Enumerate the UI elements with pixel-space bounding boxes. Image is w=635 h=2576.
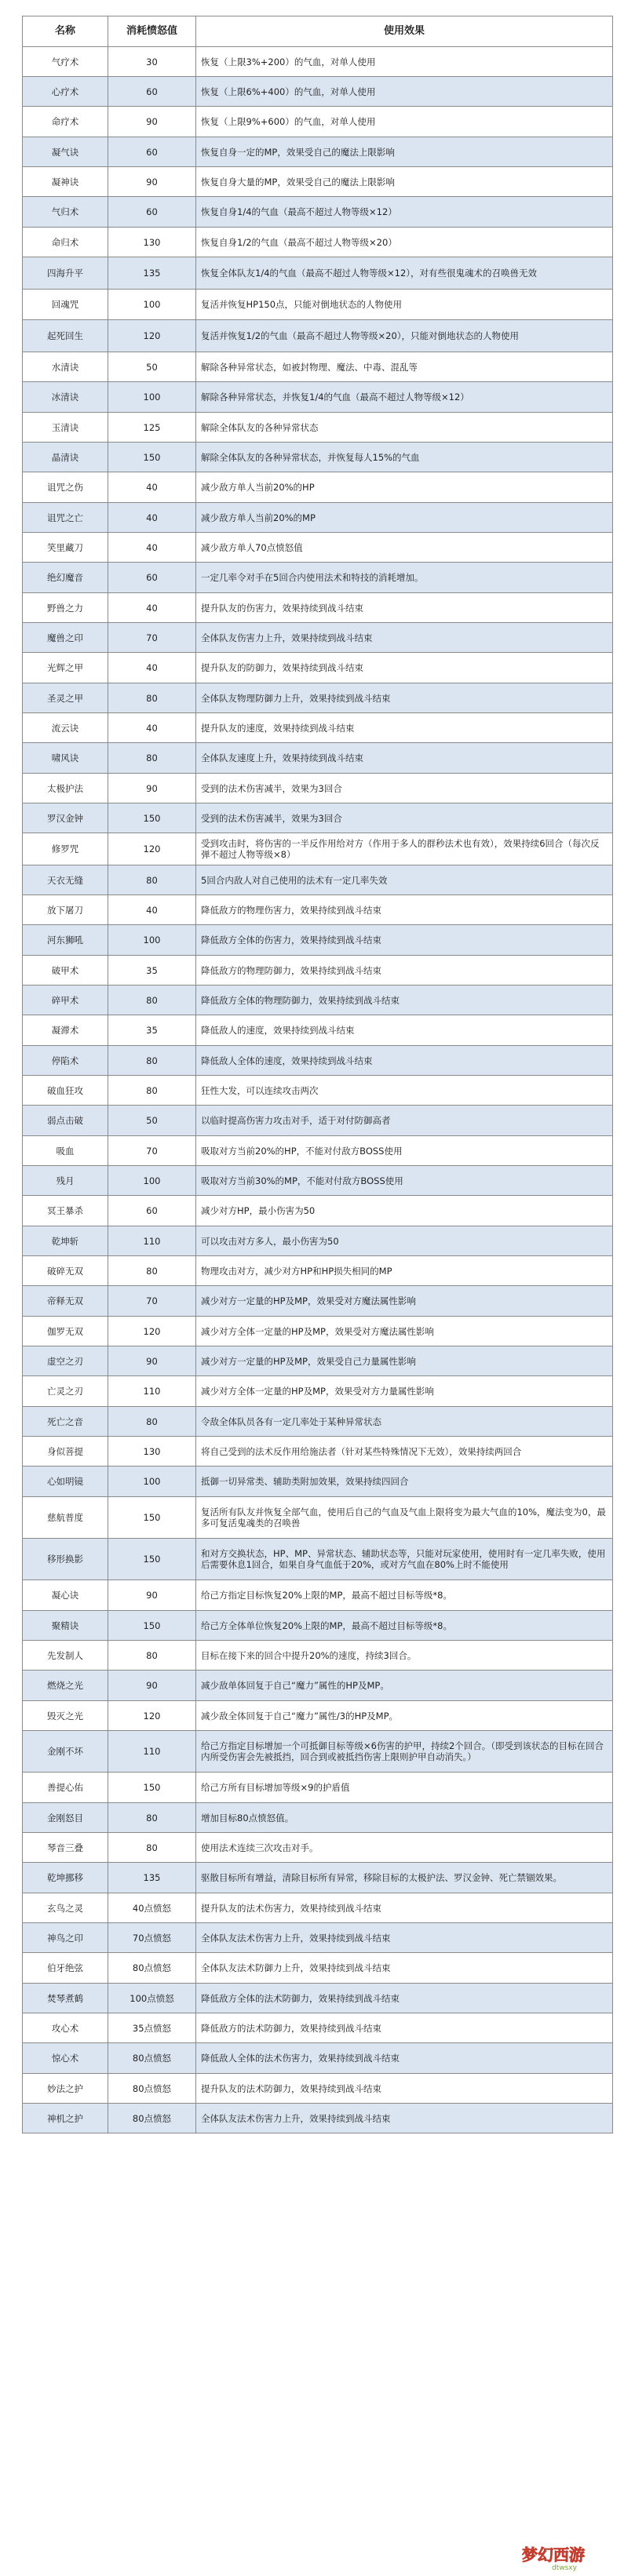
rage-cost: 60 [108,137,196,167]
rage-cost: 80点愤怒 [108,1953,196,1984]
table-row [23,1106,613,1136]
table-row [23,228,613,257]
rage-cost: 80 [108,683,196,713]
skill-name: 乾坤挪移 [23,1863,108,1893]
skill-name: 破血狂攻 [23,1076,108,1106]
skill-effect: 复活并恢复1/2的气血（最高不超过人物等级×20），只能对倒地状态的人物使用 [196,320,613,352]
skill-effect: 全体队友法术伤害力上升，效果持续到战斗结束 [196,2104,613,2133]
table-row [23,1671,613,1701]
skill-effect: 恢复（上限3%+200）的气血，对单人使用 [196,47,613,77]
skill-name: 玄鸟之灵 [23,1893,108,1923]
skill-name: 燃烧之光 [23,1671,108,1701]
skill-effect: 全体队友伤害力上升，效果持续到战斗结束 [196,623,613,653]
skill-effect: 全体队友物理防御力上升，效果持续到战斗结束 [196,683,613,713]
skill-effect: 减少敌全体回复于自己“魔力”属性/3的HP及MP。 [196,1701,613,1731]
rage-cost: 40 [108,533,196,563]
rage-cost: 40 [108,653,196,683]
rage-cost: 110 [108,1376,196,1407]
skill-effect: 给己方所有目标增加等级×9的护盾值 [196,1773,613,1803]
table-row [23,1497,613,1539]
table-row [23,895,613,925]
skill-effect: 解除各种异常状态，如被封物理、魔法、中毒、混乱等 [196,352,613,382]
table-row [23,1641,613,1671]
table-row [23,1437,613,1467]
rage-cost: 30 [108,47,196,77]
table-row [23,623,613,653]
table-row [23,1701,613,1731]
skill-effect: 减少敌方单人当前20%的MP [196,503,613,533]
skill-effect: 受到攻击时，将伤害的一半反作用给对方（作用于多人的群秒法术也有效），效果持续6回合（每次反弹不超过人物等级×8） [196,833,613,865]
skill-effect: 受到的法术伤害减半，效果为3回合 [196,774,613,803]
skill-name: 妙法之护 [23,2074,108,2104]
table-row [23,1196,613,1226]
skill-name: 啸风诀 [23,743,108,774]
skill-name: 帝释无双 [23,1286,108,1317]
rage-cost: 50 [108,1106,196,1136]
skill-name: 慈航普度 [23,1497,108,1539]
skill-effect: 降低敌人全体的速度，效果持续到战斗结束 [196,1046,613,1076]
skill-effect: 给己方指定目标恢复20%上限的MP，最高不超过目标等级*8。 [196,1580,613,1611]
table-row [23,290,613,320]
skill-name: 碎甲术 [23,986,108,1015]
skill-name: 圣灵之甲 [23,683,108,713]
rage-cost: 80点愤怒 [108,2043,196,2074]
skill-name: 四海升平 [23,257,108,290]
rage-cost: 35点愤怒 [108,2013,196,2043]
skill-name: 身似菩提 [23,1437,108,1467]
skill-effect: 减少对方HP，最小伤害为50 [196,1196,613,1226]
table-row [23,1046,613,1076]
skill-name: 金刚不坏 [23,1731,108,1773]
skill-effect: 恢复自身一定的MP，效果受自己的魔法上限影响 [196,137,613,167]
skill-name: 神机之护 [23,2104,108,2133]
skill-effect: 解除全体队友的各种异常状态 [196,413,613,443]
skill-name: 残月 [23,1166,108,1196]
watermark-sub: dtwsxy [552,2564,577,2572]
table-row [23,1611,613,1641]
skill-name: 心疗术 [23,77,108,107]
skill-effect: 增加目标80点愤怒值。 [196,1803,613,1833]
table-row [23,563,613,593]
rage-cost: 100 [108,290,196,320]
skill-effect: 全体队友法术伤害力上升，效果持续到战斗结束 [196,1923,613,1953]
rage-cost: 90 [108,1346,196,1376]
skill-effect: 减少对方一定量的HP及MP，效果受对方魔法属性影响 [196,1286,613,1317]
skill-name: 命疗术 [23,107,108,137]
table-row [23,593,613,623]
table-row [23,1136,613,1166]
rage-cost: 125 [108,413,196,443]
table-body [23,47,613,2133]
rage-cost: 135 [108,1863,196,1893]
skill-effect: 减少敌方单人当前20%的HP [196,472,613,503]
table-row [23,1317,613,1346]
rage-cost: 120 [108,833,196,865]
table-row [23,167,613,197]
skill-name: 伯牙绝弦 [23,1953,108,1984]
skill-effect: 减少对方全体一定量的HP及MP，效果受对方力量属性影响 [196,1376,613,1407]
table-header-row [23,16,613,47]
rage-cost: 90 [108,107,196,137]
skill-name: 吸血 [23,1136,108,1166]
skill-effect: 降低敌人全体的法术伤害力，效果持续到战斗结束 [196,2043,613,2074]
table-row [23,1863,613,1893]
table-row [23,1731,613,1773]
rage-cost: 60 [108,563,196,593]
table-row [23,197,613,228]
skill-effect: 使用法术连续三次攻击对手。 [196,1833,613,1863]
skill-effect: 物理攻击对方，减少对方HP和HP损失相同的MP [196,1256,613,1286]
skill-name: 修罗咒 [23,833,108,865]
rage-cost: 80 [108,1833,196,1863]
rage-cost: 100 [108,925,196,956]
rage-cost: 40 [108,713,196,743]
table-row [23,1923,613,1953]
rage-cost: 60 [108,1196,196,1226]
skill-name: 亡灵之刃 [23,1376,108,1407]
table-row [23,2104,613,2133]
table-row [23,986,613,1015]
table-row [23,2013,613,2043]
skill-effect: 将自己受到的法术反作用给施法者（针对某些特殊情况下无效），效果持续两回合 [196,1437,613,1467]
table-row [23,413,613,443]
table-row [23,1893,613,1923]
table-row [23,713,613,743]
skill-effect: 恢复全体队友1/4的气血（最高不超过人物等级×12），对有些很鬼魂术的召唤兽无效 [196,257,613,290]
table-row [23,257,613,290]
rage-cost: 100点愤怒 [108,1984,196,2013]
table-row [23,956,613,986]
table-row [23,320,613,352]
rage-cost: 40 [108,472,196,503]
rage-cost: 150 [108,1611,196,1641]
table-row [23,503,613,533]
table-row [23,683,613,713]
skill-name: 魔兽之印 [23,623,108,653]
header-cost: 消耗愤怒值 [108,16,196,47]
rage-cost: 50 [108,352,196,382]
skill-name: 流云诀 [23,713,108,743]
skill-effect: 狂性大发，可以连续攻击两次 [196,1076,613,1106]
skill-name: 水清诀 [23,352,108,382]
skill-name: 焚琴煮鹤 [23,1984,108,2013]
skill-effect: 给己方指定目标增加一个可抵御目标等级×6伤害的护甲，持续2个回合。（即受到该状态的目标在回合内所受伤害会先被抵挡，回合到或被抵挡伤害上限则护甲自动消失。） [196,1731,613,1773]
skill-name: 心如明镜 [23,1467,108,1497]
skill-effect: 减少敌方单人70点愤怒值 [196,533,613,563]
skill-name: 诅咒之伤 [23,472,108,503]
skill-name: 命归术 [23,228,108,257]
table-row [23,803,613,833]
rage-cost: 110 [108,1731,196,1773]
skill-effect: 减少对方一定量的HP及MP，效果受自己力量属性影响 [196,1346,613,1376]
rage-cost: 130 [108,1437,196,1467]
rage-cost: 80 [108,1046,196,1076]
table-row [23,352,613,382]
rage-cost: 70 [108,623,196,653]
skill-effect: 驱散目标所有增益，清除目标所有异常，移除目标的太极护法、罗汉金钟、死亡禁锢效果。 [196,1863,613,1893]
skill-effect: 吸取对方当前20%的HP，不能对付敌方BOSS使用 [196,1136,613,1166]
skill-effect: 目标在接下来的回合中提升20%的速度，持续3回合。 [196,1641,613,1671]
skill-name: 气归术 [23,197,108,228]
skill-effect: 复活所有队友并恢复全部气血，使用后自己的气血及气血上限将变为最大气血的10%，魔法变为0，最多可复活鬼魂类的召唤兽 [196,1497,613,1539]
table-row [23,1580,613,1611]
table-row [23,77,613,107]
skill-name: 乾坤斩 [23,1226,108,1256]
rage-cost: 100 [108,1467,196,1497]
skill-name: 天衣无缝 [23,865,108,895]
table-row [23,1226,613,1256]
rage-cost: 35 [108,956,196,986]
rage-cost: 70 [108,1136,196,1166]
skill-effect: 以临时提高伤害力攻击对手，适于对付防御高者 [196,1106,613,1136]
skill-name: 冰清诀 [23,382,108,413]
rage-cost: 80 [108,1407,196,1437]
skill-effect: 减少对方全体一定量的HP及MP，效果受对方魔法属性影响 [196,1317,613,1346]
skill-name: 聚精诀 [23,1611,108,1641]
skill-name: 玉清诀 [23,413,108,443]
skill-name: 先发制人 [23,1641,108,1671]
skill-table-container [22,16,612,2133]
rage-cost: 80点愤怒 [108,2074,196,2104]
skill-effect: 和对方交换状态，HP、MP、异常状态、辅助状态等，只能对玩家使用，使用时有一定几率失败，使用后需要休息1回合，如果自身气血低于20%，或对方气血在80%上时不能使用 [196,1539,613,1580]
rage-cost: 120 [108,320,196,352]
rage-cost: 120 [108,1701,196,1731]
rage-cost: 80 [108,1641,196,1671]
skill-effect: 减少敌单体回复于自己“魔力”属性的HP及MP。 [196,1671,613,1701]
skill-effect: 吸取对方当前30%的MP，不能对付敌方BOSS使用 [196,1166,613,1196]
table-row [23,743,613,774]
rage-cost: 40 [108,503,196,533]
table-row [23,653,613,683]
rage-cost: 40点愤怒 [108,1893,196,1923]
skill-effect: 恢复自身1/2的气血（最高不超过人物等级×20） [196,228,613,257]
rage-cost: 90 [108,774,196,803]
skill-name: 伽罗无双 [23,1317,108,1346]
skill-name: 虚空之刃 [23,1346,108,1376]
rage-cost: 90 [108,1671,196,1701]
table-row [23,1467,613,1497]
skill-effect: 提升队友的伤害力，效果持续到战斗结束 [196,593,613,623]
rage-cost: 40 [108,593,196,623]
skill-name: 毁灭之光 [23,1701,108,1731]
table-row [23,1015,613,1046]
skill-effect: 恢复（上限6%+400）的气血，对单人使用 [196,77,613,107]
skill-name: 惊心术 [23,2043,108,2074]
skill-name: 气疗术 [23,47,108,77]
rage-cost: 80 [108,1076,196,1106]
table-row [23,2074,613,2104]
skill-name: 神鸟之印 [23,1923,108,1953]
skill-name: 笑里藏刀 [23,533,108,563]
skill-effect: 提升队友的防御力，效果持续到战斗结束 [196,653,613,683]
rage-cost: 80 [108,1803,196,1833]
table-row [23,1773,613,1803]
skill-name: 破甲术 [23,956,108,986]
table-row [23,1286,613,1317]
rage-cost: 80 [108,865,196,895]
skill-name: 弱点击破 [23,1106,108,1136]
header-name: 名称 [23,16,108,47]
skill-effect: 令敌全体队员各有一定几率处于某种异常状态 [196,1407,613,1437]
table-row [23,774,613,803]
table-row [23,865,613,895]
skill-name: 善提心佑 [23,1773,108,1803]
skill-effect: 全体队友速度上升，效果持续到战斗结束 [196,743,613,774]
rage-cost: 70 [108,1286,196,1317]
skill-name: 光辉之甲 [23,653,108,683]
table-row [23,1833,613,1863]
skill-effect: 解除各种异常状态，并恢复1/4的气血（最高不超过人物等级×12） [196,382,613,413]
table-row [23,925,613,956]
watermark-brand: 梦幻西游 [522,2545,585,2564]
rage-cost: 110 [108,1226,196,1256]
skill-effect: 全体队友法术防御力上升，效果持续到战斗结束 [196,1953,613,1984]
rage-cost: 70点愤怒 [108,1923,196,1953]
skill-name: 放下屠刀 [23,895,108,925]
skill-name: 金刚怒目 [23,1803,108,1833]
skill-name: 太极护法 [23,774,108,803]
rage-cost: 100 [108,1166,196,1196]
rage-cost: 150 [108,1497,196,1539]
skill-effect: 提升队友的法术防御力，效果持续到战斗结束 [196,2074,613,2104]
skill-effect: 恢复自身1/4的气血（最高不超过人物等级×12） [196,197,613,228]
skill-effect: 降低敌方的物理伤害力，效果持续到战斗结束 [196,895,613,925]
skill-effect: 提升队友的速度，效果持续到战斗结束 [196,713,613,743]
skill-name: 冥王暴杀 [23,1196,108,1226]
skill-name: 凝神诀 [23,167,108,197]
table-row [23,107,613,137]
table-row [23,1346,613,1376]
skill-effect: 降低敌方的法术防御力，效果持续到战斗结束 [196,2013,613,2043]
table-row [23,382,613,413]
rage-cost: 60 [108,197,196,228]
table-row [23,472,613,503]
table-row [23,1539,613,1580]
skill-name: 攻心术 [23,2013,108,2043]
skill-name: 凝滞术 [23,1015,108,1046]
table-row [23,1166,613,1196]
table-row [23,1984,613,2013]
rage-cost: 150 [108,1773,196,1803]
skill-name: 死亡之音 [23,1407,108,1437]
skill-name: 回魂咒 [23,290,108,320]
rage-cost: 135 [108,257,196,290]
rage-cost: 90 [108,1580,196,1611]
skill-name: 破碎无双 [23,1256,108,1286]
skill-name: 琴音三叠 [23,1833,108,1863]
skill-effect: 抵御一切异常类、辅助类附加效果，效果持续四回合 [196,1467,613,1497]
table-row [23,137,613,167]
skill-effect: 恢复自身大量的MP，效果受自己的魔法上限影响 [196,167,613,197]
rage-cost: 130 [108,228,196,257]
skill-name: 移形换影 [23,1539,108,1580]
table-row [23,533,613,563]
table-row [23,1376,613,1407]
rage-cost: 100 [108,382,196,413]
table-row [23,1256,613,1286]
rage-cost: 80 [108,986,196,1015]
skill-effect: 给己方全体单位恢复20%上限的MP，最高不超过目标等级*8。 [196,1611,613,1641]
rage-cost: 40 [108,895,196,925]
rage-cost: 120 [108,1317,196,1346]
skill-name: 诅咒之亡 [23,503,108,533]
rage-cost: 80 [108,743,196,774]
rage-cost: 90 [108,167,196,197]
skill-table [22,16,613,2133]
skill-effect: 降低敌方全体的物理防御力，效果持续到战斗结束 [196,986,613,1015]
skill-effect: 恢复（上限9%+600）的气血，对单人使用 [196,107,613,137]
table-row [23,1803,613,1833]
table-row [23,47,613,77]
table-row [23,2043,613,2074]
skill-name: 晶清诀 [23,443,108,472]
skill-name: 起死回生 [23,320,108,352]
skill-effect: 受到的法术伤害减半，效果为3回合 [196,803,613,833]
skill-name: 野兽之力 [23,593,108,623]
rage-cost: 80点愤怒 [108,2104,196,2133]
rage-cost: 80 [108,1256,196,1286]
table-row [23,1076,613,1106]
skill-name: 停陷术 [23,1046,108,1076]
rage-cost: 150 [108,443,196,472]
skill-effect: 降低敌方全体的法术防御力，效果持续到战斗结束 [196,1984,613,2013]
watermark-logo [519,2538,613,2573]
skill-effect: 可以攻击对方多人，最小伤害为50 [196,1226,613,1256]
table-row [23,443,613,472]
header-effect: 使用效果 [196,16,613,47]
skill-name: 凝气诀 [23,137,108,167]
skill-effect: 解除全体队友的各种异常状态，并恢复每人15%的气血 [196,443,613,472]
table-row [23,1953,613,1984]
table-row [23,1407,613,1437]
skill-effect: 复活并恢复HP150点，只能对倒地状态的人物使用 [196,290,613,320]
skill-name: 凝心诀 [23,1580,108,1611]
skill-effect: 降低敌人的速度，效果持续到战斗结束 [196,1015,613,1046]
skill-effect: 5回合内敌人对自己使用的法术有一定几率失效 [196,865,613,895]
skill-effect: 降低敌方的物理防御力，效果持续到战斗结束 [196,956,613,986]
rage-cost: 35 [108,1015,196,1046]
skill-name: 绝幻魔音 [23,563,108,593]
skill-effect: 一定几率令对手在5回合内使用法术和特技的消耗增加。 [196,563,613,593]
skill-name: 罗汉金钟 [23,803,108,833]
rage-cost: 150 [108,803,196,833]
table-row [23,833,613,865]
skill-effect: 提升队友的法术伤害力，效果持续到战斗结束 [196,1893,613,1923]
rage-cost: 60 [108,77,196,107]
skill-name: 河东狮吼 [23,925,108,956]
rage-cost: 150 [108,1539,196,1580]
skill-effect: 降低敌方全体的伤害力，效果持续到战斗结束 [196,925,613,956]
